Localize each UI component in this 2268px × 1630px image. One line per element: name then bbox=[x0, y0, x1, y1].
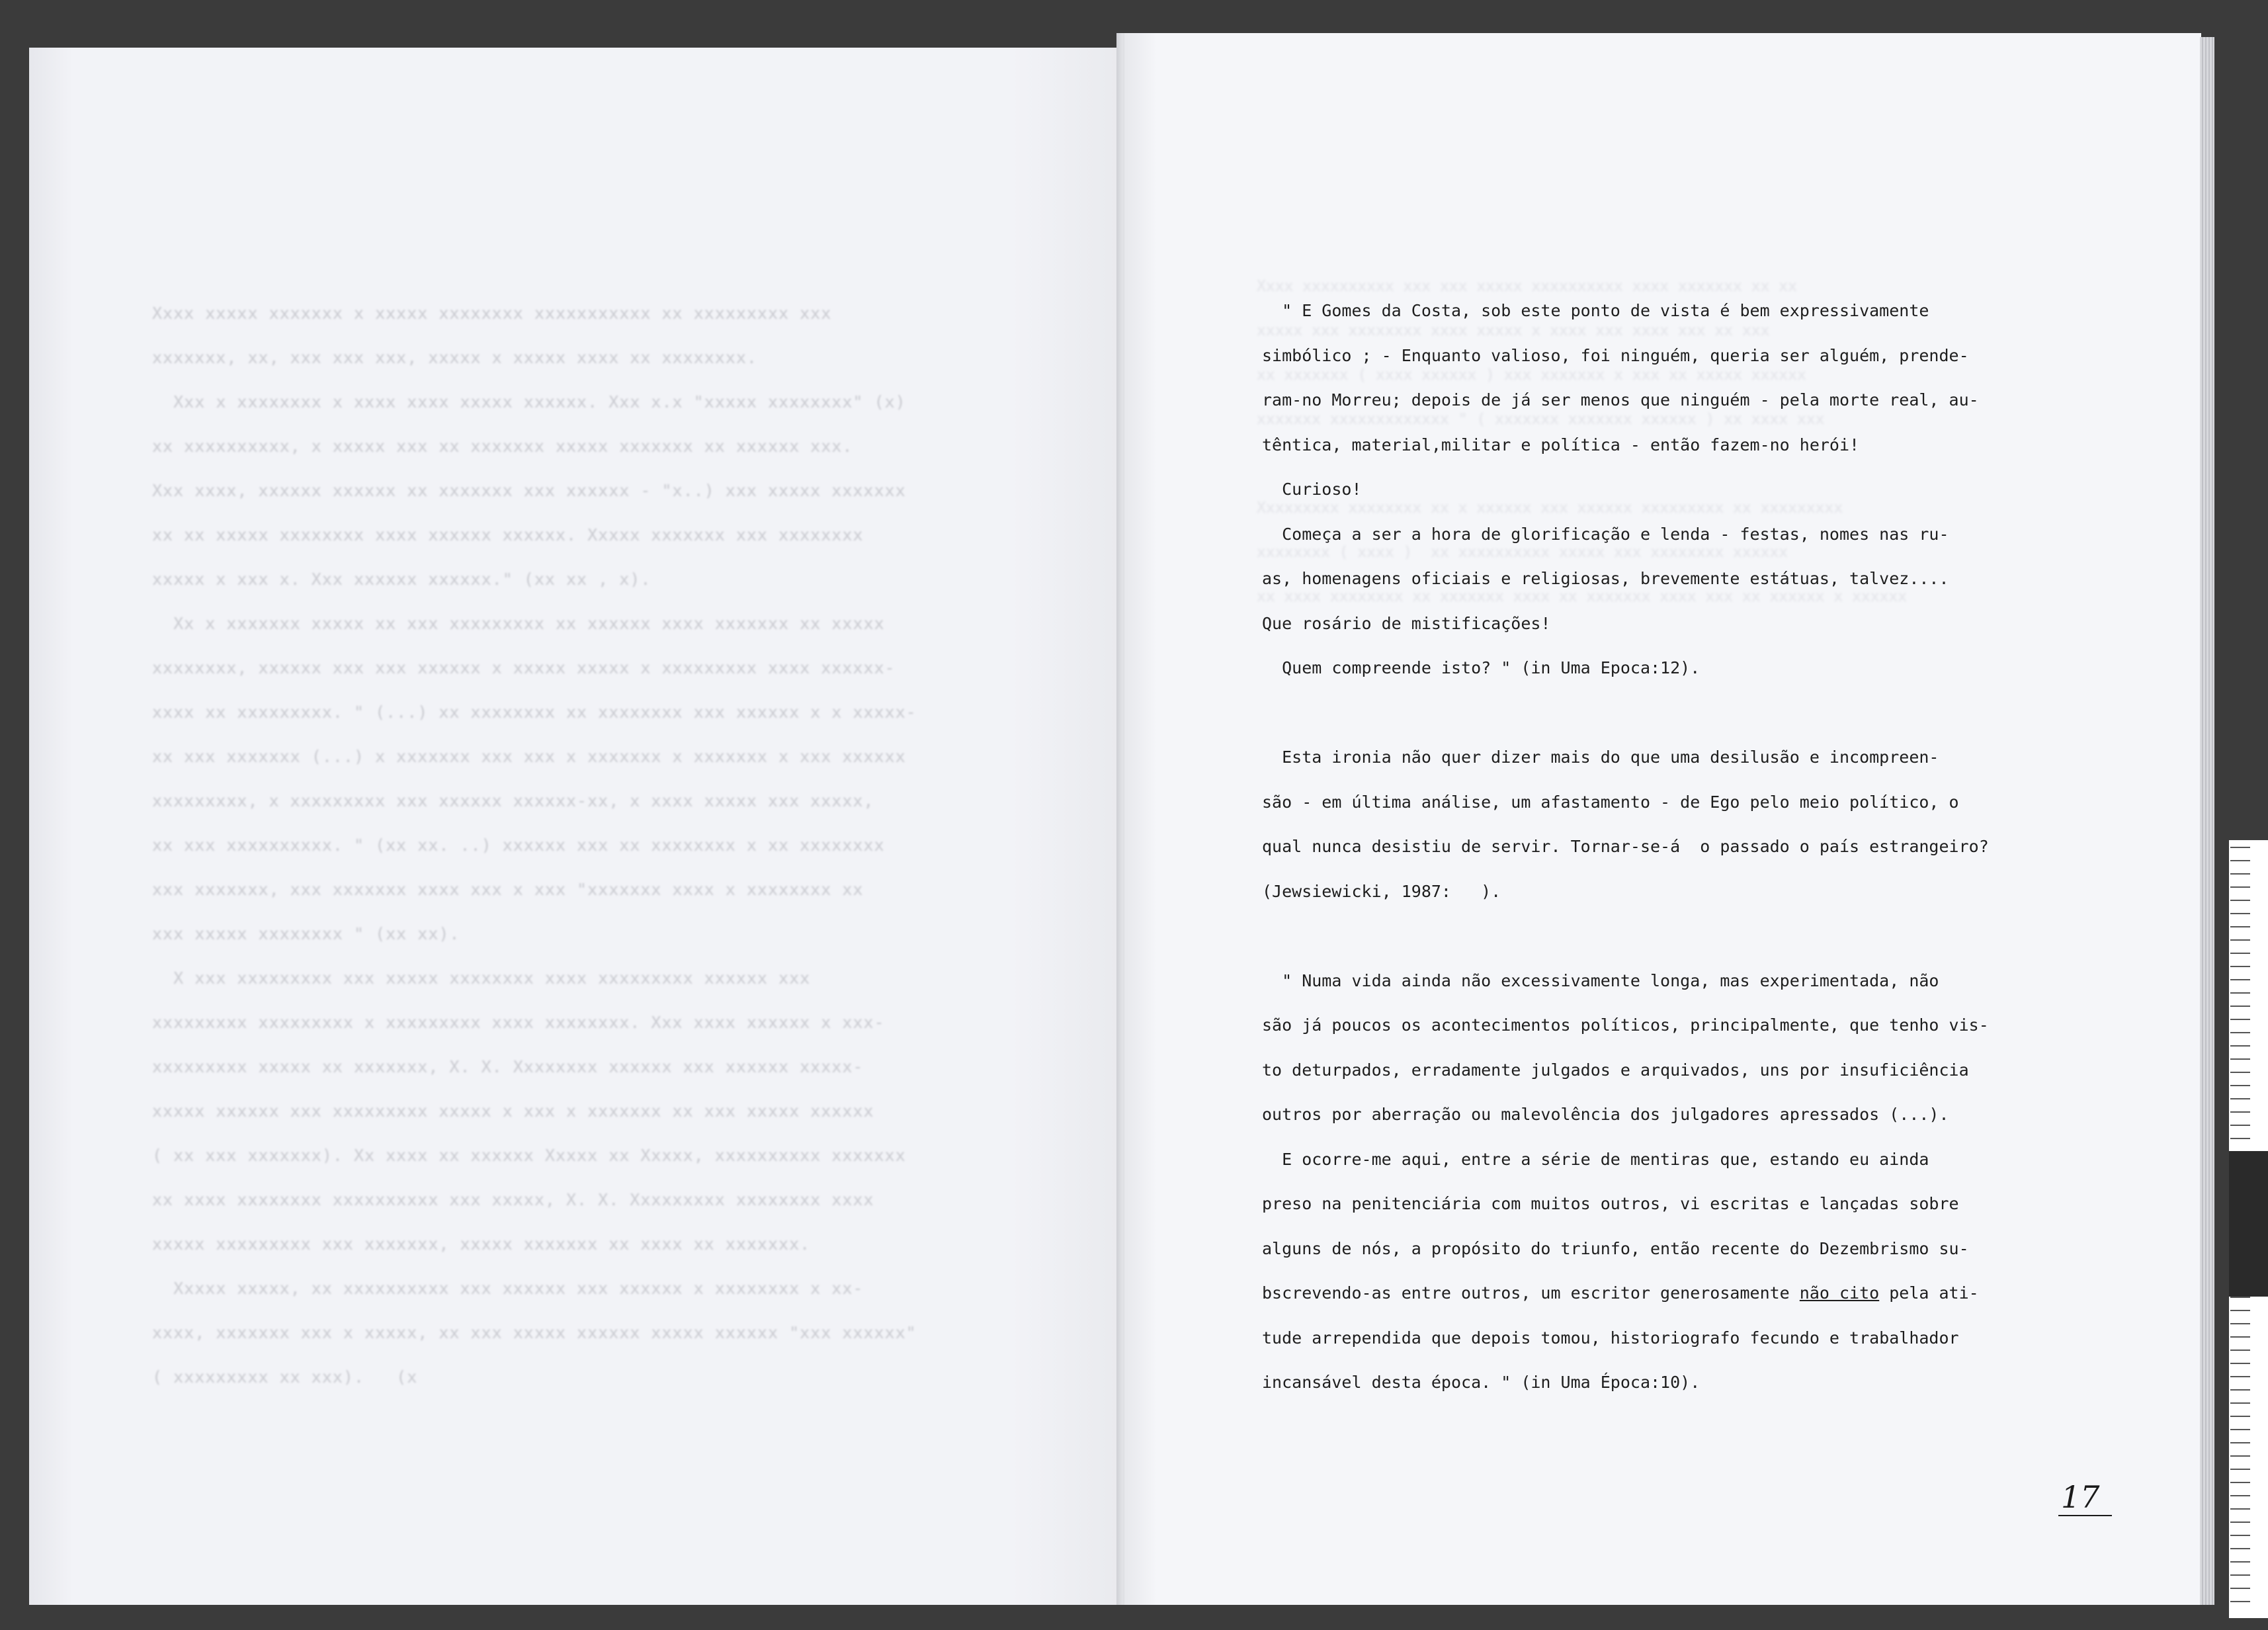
text-line: Que rosário de mistificações! bbox=[1262, 613, 1551, 633]
text-line: (Jewsiewicki, 1987: ). bbox=[1262, 881, 1501, 901]
text-line: E ocorre-me aqui, entre a série de mentiras que, estando eu ainda bbox=[1262, 1149, 1929, 1169]
irony-paragraph bbox=[1262, 735, 2062, 914]
page-edges bbox=[2200, 37, 2214, 1605]
text-line: Esta ironia não quer dizer mais do que uma desilusão e incompreen- bbox=[1262, 748, 1939, 767]
quote-uma-epoca bbox=[1262, 959, 2062, 1405]
text-line: outros por aberração ou malevolência dos julgadores apressados (...). bbox=[1262, 1105, 1949, 1124]
text-line: " E Gomes da Costa, sob este ponto de vista é bem expressivamente bbox=[1262, 301, 1929, 320]
text-line: qual nunca desistiu de servir. Tornar-se-á o passado o país estrangeiro? bbox=[1262, 837, 1989, 856]
text-line: ram-no Morreu; depois de já ser menos que ninguém - pela morte real, au- bbox=[1262, 390, 1979, 409]
text-line: Curioso! bbox=[1262, 480, 1362, 499]
text-line: bscrevendo-as entre outros, um escritor generosamente não cito pela ati- bbox=[1262, 1283, 1979, 1303]
text-line: as, homenagens oficiais e religiosas, brevemente estátuas, talvez.... bbox=[1262, 569, 1949, 588]
text-line: Começa a ser a hora de glorificação e lenda - festas, nomes nas ru- bbox=[1262, 524, 1949, 544]
text-line: são já poucos os acontecimentos políticos, principalmente, que tenho vis- bbox=[1262, 1015, 1989, 1035]
text-line: alguns de nós, a propósito do triunfo, então recente do Dezembrismo su- bbox=[1262, 1238, 1969, 1258]
text-line: Quem compreende isto? " (in Uma Epoca:12). bbox=[1262, 658, 1701, 677]
text-line: tude arrependida que depois tomou, historiografo fecundo e trabalhador bbox=[1262, 1328, 1959, 1348]
text-line: to deturpados, erradamente julgados e arquivados, uns por insuficiência bbox=[1262, 1060, 1969, 1080]
right-page-show-through-text: Xxxx xxxxxxxxxx xxx xxx xxxxx xxxxxxxxxx xxxx xxxxxxx xx xx xxxxx xxx xxxxxxxx xxxx xxxxx x xxxx xxx xxxx xxx xx xxx xx xxxxxxx ( xxxx xxxxxx ) xxx xxxxxxx x xxx xx xxxxx xxxxxx xxxxxxx xxxxxxxxxxxxx " ( xxxxxxx xxxxxxx xxxxxx ) xx xxxx xxx Xxxxxxxxx xxxxxxxx xx x xxxxxx xxx xxxxxx xxxxxxxxx xx xxxxxxxxx xxxxxxxx ( xxxx ) xx xxxxxxxxxx xxxxx xxx xxxxxxxx xxxxxx xx xxxx xxxxxxxx xx xxxxxxx xxxx xx xxxxxxx xxxx xxx xx xxxxxx x xxxxxx bbox=[1257, 278, 1908, 605]
left-page-show-through-text: Xxxx xxxxx xxxxxxx x xxxxx xxxxxxxx xxxxxxxxxxx xx xxxxxxxxx xxx xxxxxxx, xx, xxx xxx xxx, xxxxx x xxxxx xxxx xx xxxxxxxx. Xxx x xxxxxxxx x xxxx xxxx xxxxx xxxxxx. Xxx x.x "xxxxx xxxxxxxx" (x) xx xxxxxxxxxx, x xxxxx xxx xx xxxxxxx xxxxx xxxxxxx xx xxxxxx xxx. Xxx xxxx, xxxxxx xxxxxx xx xxxxxxx xxx xxxxxx - "x..) xxx xxxxx xxxxxxx xx xx xxxxx xxxxxxxx xxxx xxxxxx xxxxxx. Xxxxx xxxxxxx xxx xxxxxxxx xxxxx x xxx x. Xxx xxxxxx xxxxxx." (xx xx , x). Xx x xxxxxxx xxxxx xx xxx xxxxxxxxx xx xxxxxx xxxx xxxxxxx xx xxxxx xxxxxxxx, xxxxxx xxx xxx xxxxxx x xxxxx xxxxx x xxxxxxxxx xxxx xxxxxx- xxxx xx xxxxxxxxx. " (...) xx xxxxxxxx xx xxxxxxxx xxx xxxxxx x x xxxxx- xx xxx xxxxxxx (...) x xxxxxxx xxx xxx x xxxxxxx x xxxxxxx x xxx xxxxxx xxxxxxxxx, x xxxxxxxxx xxx xxxxxx xxxxxx-xx, x xxxx xxxxx xxx xxxxx, xx xxx xxxxxxxxxx. " (xx xx. ..) xxxxxx xxx xx xxxxxxxx x xx xxxxxxxx xxx xxxxxxx, xxx xxxxxxx xxxx xxx x xxx "xxxxxxx xxxx x xxxxxxxx xx xxx xxxxx xxxxxxxx " (xx xx). X xxx xxxxxxxxx xxx xxxxx xxxxxxxx xxxx xxxxxxxxx xxxxxx xxx xxxxxxxxx xxxxxxxxx x xxxxxxxxx xxxx xxxxxxxx. Xxx xxxx xxxxxx x xxx- xxxxxxxxx xxxxx xx xxxxxxx, X. X. Xxxxxxxx xxxxxx xxx xxxxxx xxxxx- xxxxx xxxxxx xxx xxxxxxxxx xxxxx x xxx x xxxxxxx xx xxx xxxxx xxxxxx ( xx xxx xxxxxxx). Xx xxxx xx xxxxxx Xxxxx xx Xxxxx, xxxxxxxxxx xxxxxxx xx xxxx xxxxxxxx xxxxxxxxxx xxx xxxxx, X. X. Xxxxxxxxx xxxxxxxx xxxx xxxxx xxxxxxxxx xxx xxxxxxx, xxxxx xxxxxxx xx xxxx xx xxxxxxx. Xxxxx xxxxx, xx xxxxxxxxxx xxx xxxxxx xxx xxxxxx x xxxxxxxx x xx- xxxx, xxxxxxx xxx x xxxxx, xx xxx xxxxx xxxxxx xxxxx xxxxxx "xxx xxxxxx" ( xxxxxxxxx xx xxx). (x bbox=[152, 304, 917, 1387]
typewritten-body bbox=[1262, 288, 2062, 1405]
underlined-text: não cito bbox=[1799, 1283, 1880, 1303]
text-line: simbólico ; - Enquanto valioso, foi ninguém, queria ser alguém, prende- bbox=[1262, 345, 1969, 365]
quote-gomes-da-costa bbox=[1262, 288, 2062, 691]
text-line: têntica, material,militar e política - então fazem-no herói! bbox=[1262, 435, 1860, 454]
text-line: incansável desta época. " (in Uma Época:10). bbox=[1262, 1373, 1701, 1392]
handwritten-page-number: 17 bbox=[2058, 1479, 2112, 1516]
text-line: preso na penitenciária com muitos outros, vi escritas e lançadas sobre bbox=[1262, 1194, 1959, 1213]
text-line: " Numa vida ainda não excessivamente longa, mas experimentada, não bbox=[1262, 970, 1939, 990]
text-line: são - em última análise, um afastamento - de Ego pelo meio político, o bbox=[1262, 792, 1959, 812]
ruler-dark-segment bbox=[2229, 1151, 2268, 1297]
